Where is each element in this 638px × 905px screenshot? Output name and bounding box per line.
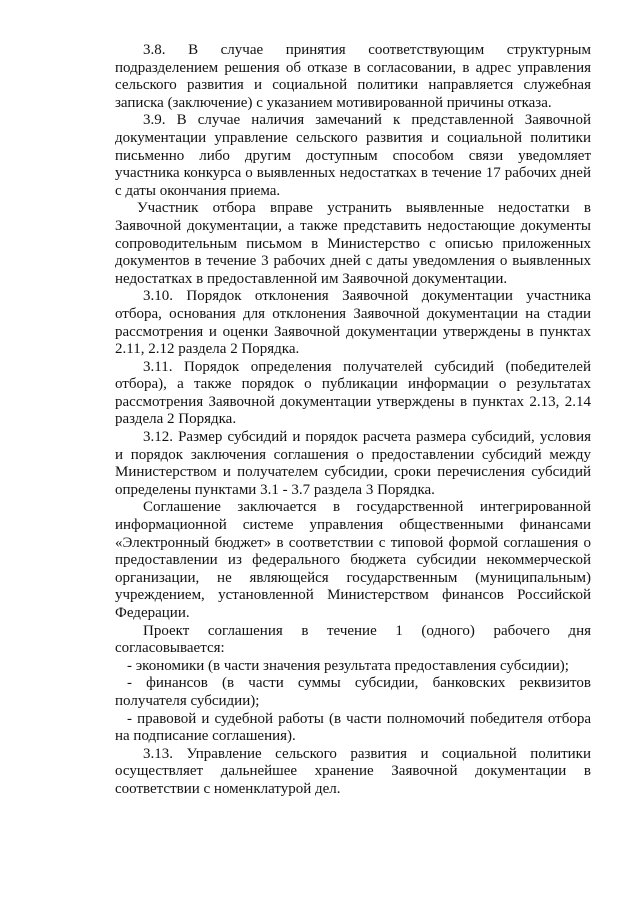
document-body: [115, 42, 591, 799]
list-item-legal: - правовой и судебной работы (в части полномочий победителя отбора на подписание соглашения).: [115, 710, 591, 745]
approval-list: [115, 658, 591, 746]
paragraph-3-11: 3.11. Порядок определения получателей субсидий (победителей отбора), а также порядок о публикации информации о результатах рассмотрения Заявочной документации утверждены в пунктах 2.13, 2.14 раздела 2 Порядка.: [115, 358, 591, 428]
paragraph-3-9: 3.9. В случае наличия замечаний к представленной Заявочной документации управление сельского развития и социальной политики письменно либо другим доступным способом связи уведомляет участника конкурса о выявленных недостатках в течение 17 рабочих дней с даты окончания приема.: [115, 112, 591, 199]
paragraph-participant-rights: Участник отбора вправе устранить выявленные недостатки в Заявочной документации, а также представить недостающие документы сопроводительным письмом в Министерство с описью приложенных документов в течение 3 рабочих дней с даты уведомления о выявленных недостатках в предоставленной им Заявочной документации.: [115, 200, 591, 287]
paragraph-3-8: 3.8. В случае принятия соответствующим структурным подразделением решения об отказе в согласовании, в адрес управления сельского развития и социальной политики направляется служебная записка (заключение) с указанием мотивированной причины отказа.: [115, 42, 591, 111]
list-item-finance: - финансов (в части суммы субсидии, банковских реквизитов получателя субсидии);: [115, 675, 591, 709]
paragraph-draft-agreement: Проект соглашения в течение 1 (одного) рабочего дня согласовывается:: [115, 622, 591, 657]
paragraph-3-13: 3.13. Управление сельского развития и социальной политики осуществляет дальнейшее хранение Заявочной документации в соответствии с номенклатурой дел.: [115, 745, 591, 797]
paragraph-3-12: 3.12. Размер субсидий и порядок расчета размера субсидий, условия и порядок заключения соглашения о предоставлении субсидий между Министерством и получателем субсидии, сроки перечисления субсидий определены пунктами 3.1 - 3.7 раздела 3 Порядка.: [115, 429, 591, 498]
paragraph-3-10: 3.10. Порядок отклонения Заявочной документации участника отбора, основания для отклонения Заявочной документации на стадии рассмотрения и оценки Заявочной документации утверждены в пунктах 2.11, 2.12 раздела 2 Порядка.: [115, 288, 591, 358]
paragraph-agreement: Соглашение заключается в государственной интегрированной информационной системе управления общественными финансами «Электронный бюджет» в соответствии с типовой формой соглашения о предоставлении из федерального бюджета субсидии некоммерческой организации, не являющейся государственным (муниципальным) учреждением, установленной Министерством финансов Российской Федерации.: [115, 499, 591, 621]
list-item-economics: - экономики (в части значения результата предоставления субсидии);: [127, 657, 569, 674]
